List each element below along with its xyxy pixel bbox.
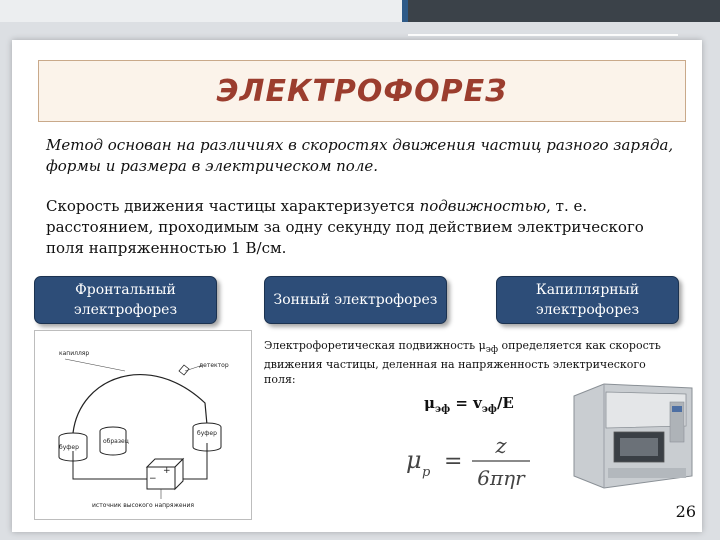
power-supply-label: источник высокого напряжения [92, 502, 194, 509]
decorative-line [408, 34, 678, 36]
mobility-def-start: Электрофоретическая подвижность μ [264, 339, 486, 352]
formula-mu-sub: эф [434, 404, 451, 415]
sample-label: образец [103, 438, 129, 445]
capillary-label: капилляр [59, 350, 90, 357]
mobility-text-end: , т. е. расстоянием, проходимым за одну секунду под действием электрического поля напряженностью 1 В/см. [46, 197, 644, 257]
formula2-equals: = [444, 449, 463, 474]
instrument-window-inner [620, 438, 658, 456]
stokes-formula [404, 428, 554, 494]
method-label: Фронтальный электрофорез [73, 282, 178, 318]
method-description: Метод основан на различиях в скоростях движения частиц разного заряда, формы и размера в электрическом поле. [46, 136, 674, 175]
mobility-formula [424, 394, 514, 415]
mobility-term: подвижностью [419, 197, 547, 215]
detector-label: детектор [199, 362, 229, 369]
buffer-right-label: буфер [197, 430, 217, 437]
formula-mu: μ [424, 394, 435, 412]
slide [12, 40, 702, 532]
title-box [38, 60, 686, 122]
mobility-description [46, 196, 686, 259]
method-label: Зонный электрофорез [273, 292, 438, 308]
mobility-def-end: определяется как скорость движения частицы, деленная на напряженность электрического поля: [264, 339, 661, 387]
formula-eq-v: = v [450, 394, 482, 412]
formula2-lhs-sub: p [422, 465, 431, 480]
plus-sign: + [163, 466, 171, 476]
instrument-display [672, 406, 682, 412]
capillary-electrophoresis-button[interactable] [496, 276, 679, 324]
method-label: Капиллярный электрофорез [535, 282, 640, 318]
formula-tail: /E [496, 394, 514, 412]
capillary-electrophoresis-diagram [34, 330, 252, 520]
formula2-denominator: 6πηr [477, 466, 525, 490]
page-number: 26 [675, 502, 696, 521]
minus-sign: − [149, 474, 157, 484]
frontal-electrophoresis-button[interactable] [34, 276, 217, 324]
instrument-base [608, 468, 686, 478]
capillary-tube [73, 375, 207, 433]
diagram-svg [35, 331, 251, 519]
mobility-text-start: Скорость движения частицы характеризуется [46, 197, 420, 215]
buffer-left-label: буфер [59, 444, 79, 451]
top-bar-dark [408, 0, 720, 22]
formula2-numerator: z [495, 434, 507, 458]
zone-electrophoresis-button[interactable] [264, 276, 447, 324]
slide-title: ЭЛЕКТРОФОРЕЗ [216, 73, 508, 109]
formula-v-sub: эф [481, 404, 497, 415]
mobility-def-sub: эф [485, 344, 499, 356]
capillary-pointer [65, 359, 125, 371]
capillary-electrophoresis-instrument-image [564, 376, 702, 496]
formula2-lhs: μ [406, 446, 422, 474]
